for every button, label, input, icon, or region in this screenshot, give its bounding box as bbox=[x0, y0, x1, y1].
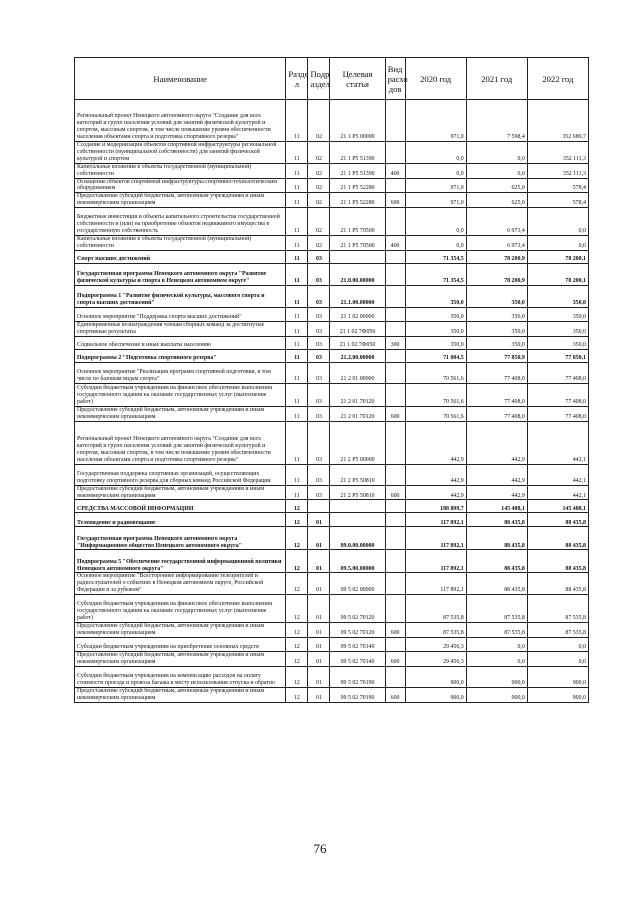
row-value-2021: 0,0 bbox=[466, 163, 527, 178]
row-celevaya-statya: 09.5.00.00000 bbox=[330, 550, 385, 573]
row-vid-rashodov: 400 bbox=[385, 236, 405, 251]
row-value-2021: 88 435,8 bbox=[466, 573, 527, 595]
row-vid-rashodov bbox=[385, 142, 405, 164]
table-row bbox=[75, 383, 589, 406]
row-value-2022: 578,4 bbox=[527, 178, 588, 193]
row-value-2022: 77 408,0 bbox=[527, 362, 588, 383]
row-value-2021: 88 435,8 bbox=[466, 513, 527, 527]
row-name: Субсидии бюджетным учреждениям на приобретение основных средств bbox=[75, 637, 286, 651]
header-podrazdel: Подр аздел bbox=[308, 58, 330, 100]
row-vid-rashodov bbox=[385, 250, 405, 263]
row-vid-rashodov bbox=[385, 421, 405, 464]
header-razdel: Разде л bbox=[286, 58, 308, 100]
table-row bbox=[75, 208, 589, 236]
row-razdel: 11 bbox=[286, 163, 308, 178]
row-value-2020: 188 899,7 bbox=[405, 500, 466, 513]
row-podrazdel: 01 bbox=[308, 550, 330, 573]
row-name: Предоставление субсидий бюджетным, автономным учреждениям и иным некоммерческим организациям bbox=[75, 687, 286, 702]
row-value-2022: 350,0 bbox=[527, 336, 588, 349]
row-value-2022: 900,0 bbox=[527, 687, 588, 702]
row-celevaya-statya: 21 2 01 00000 bbox=[330, 362, 385, 383]
row-value-2020: 0,0 bbox=[405, 142, 466, 164]
row-value-2021: 6 973,4 bbox=[466, 208, 527, 236]
header-vid-rashodov: Вид расхо дов bbox=[385, 58, 405, 100]
row-name: СРЕДСТВА МАССОВОЙ ИНФОРМАЦИИ bbox=[75, 500, 286, 513]
row-value-2021: 625,0 bbox=[466, 178, 527, 193]
row-celevaya-statya bbox=[330, 500, 385, 513]
row-value-2021: 77 850,9 bbox=[466, 349, 527, 362]
table-row bbox=[75, 687, 589, 702]
row-value-2021: 88 435,8 bbox=[466, 550, 527, 573]
row-celevaya-statya: 21.0.00.00000 bbox=[330, 263, 385, 285]
row-razdel: 11 bbox=[286, 236, 308, 251]
row-celevaya-statya: 21.1.00.00000 bbox=[330, 285, 385, 307]
row-razdel: 11 bbox=[286, 250, 308, 263]
row-value-2021: 6 973,4 bbox=[466, 236, 527, 251]
row-podrazdel: 02 bbox=[308, 208, 330, 236]
row-name: Основное мероприятие "Реализация программ спортивной подготовки, в том числе по базовым видам спорта" bbox=[75, 362, 286, 383]
row-name: Государственная программа Ненецкого автономного округа "Развитие физической культуры и спорта в Ненецком автономном округе" bbox=[75, 263, 286, 285]
row-value-2021: 78 200,9 bbox=[466, 250, 527, 263]
row-value-2022: 0,0 bbox=[527, 651, 588, 666]
table-row bbox=[75, 406, 589, 421]
row-celevaya-statya: 21 2 P5 00000 bbox=[330, 421, 385, 464]
row-value-2020: 0,0 bbox=[405, 208, 466, 236]
row-name: Создание и модернизация объектов спортивной инфраструктуры региональной собственности (муниципальной собственности) для занятий физической культурой и спортом bbox=[75, 142, 286, 164]
row-razdel: 11 bbox=[286, 208, 308, 236]
row-celevaya-statya: 21 1 P5 00000 bbox=[330, 100, 385, 142]
row-celevaya-statya: 09 5 02 00000 bbox=[330, 573, 385, 595]
row-podrazdel: 01 bbox=[308, 687, 330, 702]
row-name: Телевидение и радиовещание bbox=[75, 513, 286, 527]
table-body bbox=[75, 100, 589, 703]
row-value-2020: 442,9 bbox=[405, 421, 466, 464]
row-value-2022: 77 408,0 bbox=[527, 383, 588, 406]
row-value-2020: 442,9 bbox=[405, 464, 466, 485]
row-value-2020: 117 892,1 bbox=[405, 573, 466, 595]
table-row bbox=[75, 464, 589, 485]
header-year-2022: 2022 год bbox=[527, 58, 588, 100]
row-value-2020: 70 561,6 bbox=[405, 362, 466, 383]
row-celevaya-statya: 09 5 02 70140 bbox=[330, 651, 385, 666]
row-celevaya-statya: 21 1 P5 51390 bbox=[330, 163, 385, 178]
row-vid-rashodov bbox=[385, 178, 405, 193]
row-name: Предоставление субсидий бюджетным, автономным учреждениям и иным некоммерческим организациям bbox=[75, 485, 286, 500]
row-name: Подпрограмма 1 "Развитие физической культуры, массового спорта и спорта высших достижений" bbox=[75, 285, 286, 307]
row-celevaya-statya: 09 5 02 70190 bbox=[330, 666, 385, 687]
row-value-2022: 145 488,1 bbox=[527, 500, 588, 513]
row-value-2022: 352 111,3 bbox=[527, 163, 588, 178]
row-razdel: 12 bbox=[286, 573, 308, 595]
row-razdel: 11 bbox=[286, 100, 308, 142]
row-podrazdel: 01 bbox=[308, 595, 330, 623]
row-value-2021: 145 488,1 bbox=[466, 500, 527, 513]
row-podrazdel: 03 bbox=[308, 421, 330, 464]
row-podrazdel bbox=[308, 500, 330, 513]
row-value-2021: 350,0 bbox=[466, 321, 527, 336]
row-razdel: 12 bbox=[286, 651, 308, 666]
row-value-2020: 87 535,8 bbox=[405, 623, 466, 638]
row-celevaya-statya: 21 1 P5 52280 bbox=[330, 178, 385, 193]
row-podrazdel: 02 bbox=[308, 100, 330, 142]
row-celevaya-statya: 09.0.00.00000 bbox=[330, 527, 385, 550]
row-podrazdel: 02 bbox=[308, 142, 330, 164]
row-razdel: 11 bbox=[286, 321, 308, 336]
row-podrazdel: 03 bbox=[308, 406, 330, 421]
table-row bbox=[75, 485, 589, 500]
row-celevaya-statya: 21 1 P5 70500 bbox=[330, 236, 385, 251]
row-value-2021: 350,0 bbox=[466, 336, 527, 349]
row-value-2021: 900,0 bbox=[466, 687, 527, 702]
row-name: Региональный проект Ненецкого автономного округа "Создание для всех категорий и групп населения условий для занятий физической культурой и спортом, массовым спортом, в том числе повышение уровня обеспеченности населения объектами спорта и подготовка спортивного резерва" bbox=[75, 421, 286, 464]
row-podrazdel: 01 bbox=[308, 527, 330, 550]
row-celevaya-statya: 21 1 P5 70500 bbox=[330, 208, 385, 236]
row-podrazdel: 01 bbox=[308, 623, 330, 638]
row-value-2020: 971,0 bbox=[405, 178, 466, 193]
row-podrazdel: 03 bbox=[308, 349, 330, 362]
row-value-2022: 350,0 bbox=[527, 307, 588, 321]
row-name: Предоставление субсидий бюджетным, автономным учреждениям и иным некоммерческим организациям bbox=[75, 193, 286, 208]
row-value-2022: 88 435,8 bbox=[527, 513, 588, 527]
row-value-2021: 87 535,8 bbox=[466, 623, 527, 638]
row-podrazdel: 02 bbox=[308, 163, 330, 178]
row-name: Основное мероприятие "Всестороннее информирование телезрителей и радиослушателей о событиях в Ненецком автономном округе, Российской Федерации и за рубежом" bbox=[75, 573, 286, 595]
row-razdel: 12 bbox=[286, 595, 308, 623]
header-year-2020: 2020 год bbox=[405, 58, 466, 100]
row-name: Единовременные вознаграждения членам сборных команд за достигнутые спортивные результаты bbox=[75, 321, 286, 336]
row-razdel: 11 bbox=[286, 485, 308, 500]
row-value-2020: 29 456,3 bbox=[405, 637, 466, 651]
row-celevaya-statya: 21 1 P5 52280 bbox=[330, 193, 385, 208]
row-name: Подпрограмма 5 "Обеспечение государственной информационной политики Ненецкого автономного округа" bbox=[75, 550, 286, 573]
table-row bbox=[75, 550, 589, 573]
row-celevaya-statya: 21.2.00.00000 bbox=[330, 349, 385, 362]
row-razdel: 12 bbox=[286, 550, 308, 573]
row-name: Бюджетные инвестиции в объекты капитального строительства государственной собственности и (или) на приобретение объектов недвижимого имущества в государственную собственность bbox=[75, 208, 286, 236]
table-row bbox=[75, 307, 589, 321]
table-row bbox=[75, 637, 589, 651]
row-name: Региональный проект Ненецкого автономного округа "Создание для всех категорий и групп населения условий для занятий физической культурой и спортом, массовым спортом, в том числе повышение уровня обеспеченности населения объектами спорта и подготовка спортивного резерва" bbox=[75, 100, 286, 142]
row-podrazdel: 01 bbox=[308, 573, 330, 595]
row-podrazdel: 01 bbox=[308, 513, 330, 527]
row-value-2020: 117 892,1 bbox=[405, 513, 466, 527]
row-value-2021: 625,0 bbox=[466, 193, 527, 208]
row-value-2022: 87 535,8 bbox=[527, 595, 588, 623]
row-celevaya-statya: 09 5 02 70190 bbox=[330, 687, 385, 702]
row-value-2020: 0,0 bbox=[405, 163, 466, 178]
row-value-2022: 578,4 bbox=[527, 193, 588, 208]
row-podrazdel: 02 bbox=[308, 178, 330, 193]
table-row bbox=[75, 250, 589, 263]
row-value-2020: 117 892,1 bbox=[405, 527, 466, 550]
header-year-2021: 2021 год bbox=[466, 58, 527, 100]
row-name: Подпрограмма 2 "Подготовка спортивного резерва" bbox=[75, 349, 286, 362]
row-name: Капитальные вложения в объекты государственной (муниципальной) собственности bbox=[75, 236, 286, 251]
table-row bbox=[75, 178, 589, 193]
row-value-2022: 352 111,3 bbox=[527, 142, 588, 164]
row-value-2021: 442,9 bbox=[466, 421, 527, 464]
row-razdel: 12 bbox=[286, 513, 308, 527]
row-value-2021: 0,0 bbox=[466, 142, 527, 164]
row-value-2022: 88 435,8 bbox=[527, 527, 588, 550]
row-value-2020: 71 354,5 bbox=[405, 250, 466, 263]
row-razdel: 12 bbox=[286, 500, 308, 513]
row-value-2020: 900,0 bbox=[405, 666, 466, 687]
row-celevaya-statya: 09 5 02 70120 bbox=[330, 623, 385, 638]
row-celevaya-statya bbox=[330, 513, 385, 527]
row-podrazdel: 03 bbox=[308, 285, 330, 307]
row-value-2022: 88 435,8 bbox=[527, 573, 588, 595]
row-name: Государственная программа Ненецкого автономного округа "Информационное общество Ненецкого автономного округа" bbox=[75, 527, 286, 550]
row-podrazdel: 03 bbox=[308, 336, 330, 349]
row-name: Капитальные вложения в объекты государственной (муниципальной) собственности bbox=[75, 163, 286, 178]
table-row bbox=[75, 193, 589, 208]
row-vid-rashodov bbox=[385, 208, 405, 236]
table-row bbox=[75, 362, 589, 383]
row-vid-rashodov bbox=[385, 263, 405, 285]
row-value-2021: 442,9 bbox=[466, 464, 527, 485]
row-value-2020: 350,0 bbox=[405, 321, 466, 336]
row-celevaya-statya: 21 2 01 70120 bbox=[330, 406, 385, 421]
header-name: Наименование bbox=[75, 58, 286, 100]
row-podrazdel: 01 bbox=[308, 666, 330, 687]
table-row bbox=[75, 321, 589, 336]
row-vid-rashodov bbox=[385, 573, 405, 595]
row-value-2020: 971,0 bbox=[405, 100, 466, 142]
table-row bbox=[75, 623, 589, 638]
row-value-2021: 0,0 bbox=[466, 651, 527, 666]
row-razdel: 11 bbox=[286, 285, 308, 307]
row-podrazdel: 03 bbox=[308, 485, 330, 500]
row-value-2020: 70 561,6 bbox=[405, 406, 466, 421]
row-name: Субсидии бюджетным учреждениям на финансовое обеспечение выполнения государственного задания на оказание государственных услуг (выполнение работ) bbox=[75, 383, 286, 406]
row-razdel: 12 bbox=[286, 666, 308, 687]
row-vid-rashodov: 400 bbox=[385, 163, 405, 178]
row-name: Государственная поддержка спортивных организаций, осуществляющих подготовку спортивного резерва для сборных команд Российской Федерации bbox=[75, 464, 286, 485]
row-value-2020: 71 004,5 bbox=[405, 349, 466, 362]
row-value-2022: 350,0 bbox=[527, 321, 588, 336]
row-name: Основное мероприятие "Поддержка спорта высших достижений" bbox=[75, 307, 286, 321]
row-value-2022: 442,1 bbox=[527, 485, 588, 500]
row-vid-rashodov: 600 bbox=[385, 687, 405, 702]
row-value-2022: 350,0 bbox=[527, 285, 588, 307]
row-value-2022: 78 200,1 bbox=[527, 250, 588, 263]
table-row bbox=[75, 349, 589, 362]
table-row bbox=[75, 285, 589, 307]
row-value-2022: 900,0 bbox=[527, 666, 588, 687]
row-name: Социальное обеспечение и иные выплаты населению bbox=[75, 336, 286, 349]
row-razdel: 11 bbox=[286, 307, 308, 321]
header-row bbox=[75, 58, 589, 100]
table-row bbox=[75, 100, 589, 142]
row-value-2020: 29 456,3 bbox=[405, 651, 466, 666]
row-value-2021: 78 200,9 bbox=[466, 263, 527, 285]
page-number: 76 bbox=[313, 841, 327, 856]
row-vid-rashodov: 600 bbox=[385, 193, 405, 208]
row-name: Оснащение объектов спортивной инфраструктуры спортивно-технологическим оборудованием bbox=[75, 178, 286, 193]
budget-table bbox=[74, 57, 589, 703]
table-row bbox=[75, 421, 589, 464]
row-vid-rashodov bbox=[385, 666, 405, 687]
row-name: Субсидии бюджетным учреждениям на компенсацию расходов на оплату стоимости проезда и провоза багажа к месту использования отпуска и обратно bbox=[75, 666, 286, 687]
row-value-2020: 350,0 bbox=[405, 307, 466, 321]
row-value-2020: 71 354,5 bbox=[405, 263, 466, 285]
row-vid-rashodov bbox=[385, 500, 405, 513]
table-row bbox=[75, 142, 589, 164]
row-podrazdel: 03 bbox=[308, 263, 330, 285]
row-value-2022: 442,1 bbox=[527, 464, 588, 485]
row-celevaya-statya bbox=[330, 250, 385, 263]
row-value-2022: 88 435,8 bbox=[527, 550, 588, 573]
row-razdel: 11 bbox=[286, 193, 308, 208]
row-razdel: 12 bbox=[286, 637, 308, 651]
budget-page bbox=[74, 57, 589, 703]
table-row bbox=[75, 163, 589, 178]
row-razdel: 11 bbox=[286, 336, 308, 349]
row-celevaya-statya: 09 5 02 70140 bbox=[330, 637, 385, 651]
row-name: Субсидии бюджетным учреждениям на финансовое обеспечение выполнения государственного задания на оказание государственных услуг (выполнение работ) bbox=[75, 595, 286, 623]
row-vid-rashodov bbox=[385, 362, 405, 383]
row-razdel: 11 bbox=[286, 142, 308, 164]
row-value-2021: 88 435,8 bbox=[466, 527, 527, 550]
row-podrazdel: 03 bbox=[308, 250, 330, 263]
row-value-2020: 442,9 bbox=[405, 485, 466, 500]
table-row bbox=[75, 263, 589, 285]
row-value-2021: 0,0 bbox=[466, 637, 527, 651]
row-vid-rashodov: 600 bbox=[385, 623, 405, 638]
row-razdel: 11 bbox=[286, 178, 308, 193]
row-vid-rashodov: 600 bbox=[385, 485, 405, 500]
row-razdel: 12 bbox=[286, 687, 308, 702]
row-value-2022: 0,0 bbox=[527, 208, 588, 236]
row-name: Спорт высших достижений bbox=[75, 250, 286, 263]
row-value-2022: 352 689,7 bbox=[527, 100, 588, 142]
row-celevaya-statya: 21 2 P5 50810 bbox=[330, 485, 385, 500]
row-celevaya-statya: 21 2 P5 50810 bbox=[330, 464, 385, 485]
table-row bbox=[75, 595, 589, 623]
row-celevaya-statya: 09 5 02 70120 bbox=[330, 595, 385, 623]
row-name: Предоставление субсидий бюджетным, автономным учреждениям и иным некоммерческим организациям bbox=[75, 651, 286, 666]
row-value-2022: 0,0 bbox=[527, 236, 588, 251]
row-razdel: 11 bbox=[286, 263, 308, 285]
row-podrazdel: 03 bbox=[308, 464, 330, 485]
row-value-2022: 77 850,1 bbox=[527, 349, 588, 362]
row-value-2021: 87 535,8 bbox=[466, 595, 527, 623]
row-vid-rashodov bbox=[385, 383, 405, 406]
row-value-2022: 442,1 bbox=[527, 421, 588, 464]
row-podrazdel: 03 bbox=[308, 321, 330, 336]
row-celevaya-statya: 21 1 P5 51390 bbox=[330, 142, 385, 164]
row-celevaya-statya: 21 1 02 7Ф050 bbox=[330, 336, 385, 349]
row-celevaya-statya: 21 1 02 7Ф050 bbox=[330, 321, 385, 336]
row-value-2021: 350,0 bbox=[466, 285, 527, 307]
row-vid-rashodov: 600 bbox=[385, 651, 405, 666]
row-vid-rashodov bbox=[385, 550, 405, 573]
row-celevaya-statya: 21 1 02 00000 bbox=[330, 307, 385, 321]
row-podrazdel: 02 bbox=[308, 236, 330, 251]
row-vid-rashodov bbox=[385, 513, 405, 527]
row-value-2020: 117 892,1 bbox=[405, 550, 466, 573]
row-razdel: 11 bbox=[286, 362, 308, 383]
row-value-2020: 971,0 bbox=[405, 193, 466, 208]
row-value-2020: 0,0 bbox=[405, 236, 466, 251]
row-value-2021: 77 408,0 bbox=[466, 383, 527, 406]
row-razdel: 11 bbox=[286, 406, 308, 421]
row-value-2020: 70 561,6 bbox=[405, 383, 466, 406]
row-vid-rashodov bbox=[385, 464, 405, 485]
row-vid-rashodov: 300 bbox=[385, 336, 405, 349]
row-vid-rashodov bbox=[385, 100, 405, 142]
row-value-2020: 87 535,8 bbox=[405, 595, 466, 623]
row-value-2022: 78 200,1 bbox=[527, 263, 588, 285]
row-value-2021: 442,9 bbox=[466, 485, 527, 500]
row-value-2021: 77 408,0 bbox=[466, 362, 527, 383]
row-value-2021: 350,0 bbox=[466, 307, 527, 321]
table-row bbox=[75, 666, 589, 687]
row-podrazdel: 03 bbox=[308, 362, 330, 383]
row-podrazdel: 03 bbox=[308, 383, 330, 406]
row-razdel: 11 bbox=[286, 349, 308, 362]
table-row bbox=[75, 573, 589, 595]
table-row bbox=[75, 651, 589, 666]
row-vid-rashodov: 600 bbox=[385, 406, 405, 421]
row-vid-rashodov bbox=[385, 349, 405, 362]
table-row bbox=[75, 236, 589, 251]
row-name: Предоставление субсидий бюджетным, автономным учреждениям и иным некоммерческим организациям bbox=[75, 406, 286, 421]
row-value-2020: 350,0 bbox=[405, 336, 466, 349]
row-value-2022: 87 535,8 bbox=[527, 623, 588, 638]
row-value-2022: 77 408,0 bbox=[527, 406, 588, 421]
row-razdel: 11 bbox=[286, 464, 308, 485]
row-name: Предоставление субсидий бюджетным, автономным учреждениям и иным некоммерческим организациям bbox=[75, 623, 286, 638]
row-vid-rashodov bbox=[385, 285, 405, 307]
row-vid-rashodov bbox=[385, 307, 405, 321]
header-celevaya-statya: Целевая статья bbox=[330, 58, 385, 100]
row-razdel: 12 bbox=[286, 623, 308, 638]
table-row bbox=[75, 513, 589, 527]
row-value-2021: 7 598,4 bbox=[466, 100, 527, 142]
row-podrazdel: 02 bbox=[308, 193, 330, 208]
row-value-2022: 0,0 bbox=[527, 637, 588, 651]
row-razdel: 11 bbox=[286, 421, 308, 464]
row-podrazdel: 03 bbox=[308, 307, 330, 321]
row-value-2021: 77 408,0 bbox=[466, 406, 527, 421]
row-vid-rashodov bbox=[385, 595, 405, 623]
row-razdel: 11 bbox=[286, 383, 308, 406]
row-value-2021: 900,0 bbox=[466, 666, 527, 687]
row-value-2020: 900,0 bbox=[405, 687, 466, 702]
row-podrazdel: 01 bbox=[308, 637, 330, 651]
row-vid-rashodov bbox=[385, 637, 405, 651]
row-celevaya-statya: 21 2 01 70120 bbox=[330, 383, 385, 406]
table-row bbox=[75, 336, 589, 349]
row-podrazdel: 01 bbox=[308, 651, 330, 666]
row-vid-rashodov bbox=[385, 527, 405, 550]
table-row bbox=[75, 500, 589, 513]
row-value-2020: 350,0 bbox=[405, 285, 466, 307]
row-vid-rashodov bbox=[385, 321, 405, 336]
table-row bbox=[75, 527, 589, 550]
row-razdel: 12 bbox=[286, 527, 308, 550]
